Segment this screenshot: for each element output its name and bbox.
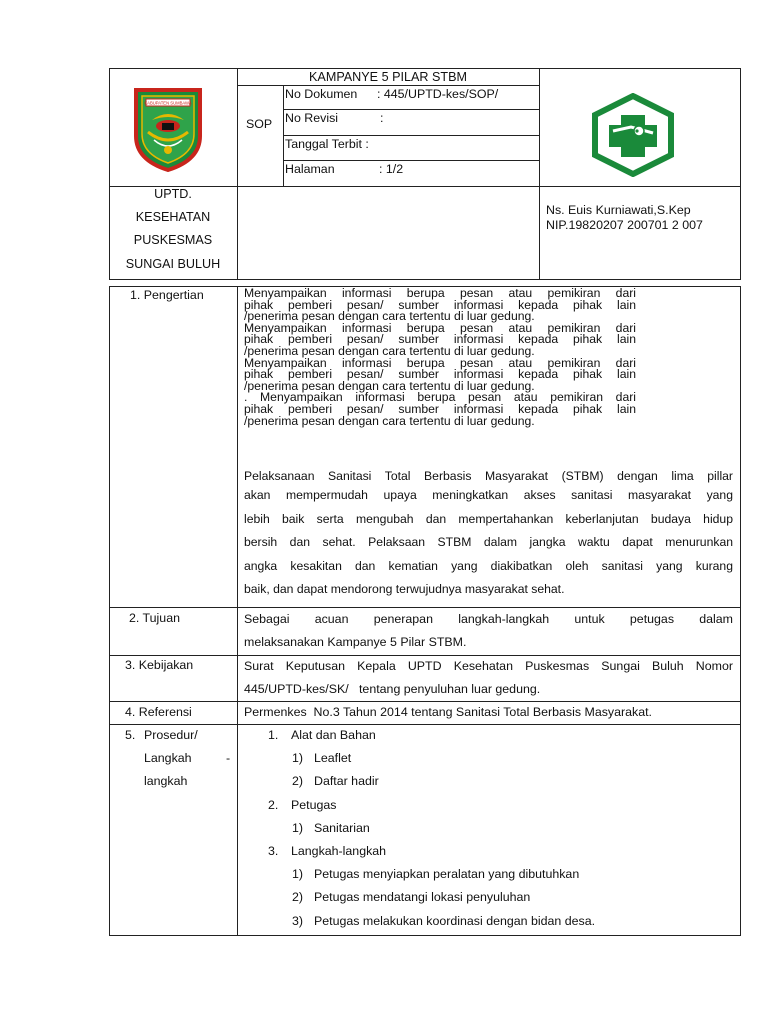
header-mid-line xyxy=(109,186,741,187)
header-row-line-3 xyxy=(283,160,539,161)
procedure-step-number: 2. xyxy=(268,798,279,812)
label-prosedur-line3: langkah xyxy=(144,774,188,788)
pengertian-line: Menyampaikan informasi berupa pesan atau pemikiran dari xyxy=(244,286,636,300)
body-column-divider xyxy=(237,286,238,936)
label-prosedur-line2: Langkah xyxy=(144,751,192,765)
referensi-text: Permenkes No.3 Tahun 2014 tentang Sanitasi Total Berbasis Masyarakat. xyxy=(244,705,652,719)
procedure-step-number: 3) xyxy=(292,914,304,928)
pengertian-line: /penerima pesan dengan cara tertentu di luar gedung. xyxy=(244,309,535,324)
signer-name: Ns. Euis Kurniawati,S.Kep xyxy=(546,203,691,217)
procedure-step-number: 1) xyxy=(292,867,304,881)
org-line-2: KESEHATAN xyxy=(135,210,211,224)
procedure-step-text: Petugas xyxy=(291,798,337,812)
label-prosedur-dash: - xyxy=(226,751,231,765)
pengertian-line: pihak pemberi pesan/ sumber informasi kepada pihak lain xyxy=(244,367,636,382)
procedure-step-text: Petugas menyiapkan peralatan yang dibutuhkan xyxy=(314,867,580,881)
field-label-tanggal-terbit: Tanggal Terbit : xyxy=(285,137,369,151)
pengertian-stbm-block xyxy=(244,469,733,602)
field-value-no-revisi: : xyxy=(380,111,384,125)
field-value-no-dokumen: : 445/UPTD-kes/SOP/ xyxy=(377,87,499,101)
label-kebijakan: 3. Kebijakan xyxy=(125,658,194,672)
field-label-no-revisi: No Revisi xyxy=(285,111,339,125)
document-title: KAMPANYE 5 PILAR STBM xyxy=(309,70,467,84)
pengertian-line: Menyampaikan informasi berupa pesan atau pemikiran dari xyxy=(244,320,636,335)
puskesmas-logo xyxy=(591,93,675,177)
procedure-step-text: Petugas mendatangi lokasi penyuluhan xyxy=(314,890,531,904)
field-label-halaman: Halaman xyxy=(285,162,335,176)
procedure-step-number: 1) xyxy=(292,751,304,765)
row-line-3 xyxy=(109,701,741,702)
procedure-step-text: Langkah-langkah xyxy=(291,844,387,858)
field-label-no-dokumen: No Dokumen xyxy=(285,87,358,101)
label-prosedur-num: 5. xyxy=(125,728,136,742)
procedure-step-number: 2) xyxy=(292,774,304,788)
stbm-line: baik, dan dapat mendorong terwujudnya masyarakat sehat. xyxy=(244,582,565,597)
tujuan-text xyxy=(244,608,733,654)
label-pengertian: 1. Pengertian xyxy=(130,288,204,302)
pengertian-line: Menyampaikan informasi berupa pesan atau pemikiran dari xyxy=(244,355,636,370)
stbm-line: lebih baik serta mengubah dan mempertahankan keberlanjutan budaya hidup xyxy=(244,511,733,526)
pengertian-line: pihak pemberi pesan/ sumber informasi kepada pihak lain xyxy=(244,332,636,347)
stbm-line: Pelaksanaan Sanitasi Total Berbasis Masyarakat (STBM) dengan lima pillar xyxy=(244,469,733,483)
label-prosedur-line1: Prosedur/ xyxy=(144,728,198,742)
procedure-step-number: 2) xyxy=(292,890,304,904)
pengertian-definition-block xyxy=(244,288,636,427)
procedure-step-text: Daftar hadir xyxy=(314,774,379,788)
procedure-step-number: 3. xyxy=(268,844,279,858)
procedure-step-number: 1. xyxy=(268,728,279,742)
header-divider-right xyxy=(539,68,540,280)
pengertian-line: pihak pemberi pesan/ sumber informasi kepada pihak lain xyxy=(244,401,636,416)
pengertian-line: /penerima pesan dengan cara tertentu di luar gedung. xyxy=(244,413,535,428)
pengertian-line: /penerima pesan dengan cara tertentu di luar gedung. xyxy=(244,343,535,358)
stbm-line: bersih dan sehat. Pelaksaan STBM dalam jangka waktu dapat menurunkan xyxy=(244,535,733,550)
field-value-halaman: : 1/2 xyxy=(379,162,404,176)
pengertian-line: /penerima pesan dengan cara tertentu di luar gedung. xyxy=(244,378,535,393)
header-row-line-1 xyxy=(283,109,539,110)
procedure-step-number: 1) xyxy=(292,821,304,835)
sop-label: SOP xyxy=(246,117,273,131)
pengertian-line: . Menyampaikan informasi berupa pesan atau pemikiran dari xyxy=(244,390,636,405)
regency-crest-logo xyxy=(132,86,204,172)
org-line-1: UPTD. xyxy=(154,187,192,201)
header-divider-left xyxy=(237,68,238,280)
pengertian-line: pihak pemberi pesan/ sumber informasi kepada pihak lain xyxy=(244,297,636,312)
tujuan-line: melaksanakan Kampanye 5 Pilar STBM. xyxy=(244,635,467,649)
header-title-underline xyxy=(237,85,539,86)
procedure-step-text: Petugas melakukan koordinasi dengan bidan desa. xyxy=(314,914,596,928)
header-row-line-2 xyxy=(283,135,539,136)
label-referensi: 4. Referensi xyxy=(125,705,192,719)
kebijakan-line: 445/UPTD-kes/SK/ tentang penyuluhan luar gedung. xyxy=(244,682,541,696)
stbm-line: akan mempermudah upaya meningkatkan akses sanitasi masyarakat yang xyxy=(244,488,733,502)
crest-banner-text: KABUPATEN SUMBAWA xyxy=(144,100,192,106)
procedure-step-text: Alat dan Bahan xyxy=(291,728,376,742)
procedure-step-text: Sanitarian xyxy=(314,821,370,835)
procedure-step-text: Leaflet xyxy=(314,751,352,765)
org-line-4: SUNGAI BULUH xyxy=(125,257,221,271)
label-tujuan: 2. Tujuan xyxy=(129,611,180,625)
signer-nip: NIP.19820207 200701 2 007 xyxy=(546,218,703,232)
kebijakan-text xyxy=(244,655,733,701)
org-line-3: PUSKESMAS xyxy=(133,233,213,247)
stbm-line: angka kesakitan dan kematian yang diakibatkan oleh sanitasi yang kurang xyxy=(244,558,733,573)
tujuan-line: Sebagai acuan penerapan langkah-langkah untuk petugas dalam xyxy=(244,612,733,626)
kebijakan-line: Surat Keputusan Kepala UPTD Kesehatan Puskesmas Sungai Buluh Nomor xyxy=(244,659,733,673)
row-line-4 xyxy=(109,724,741,725)
